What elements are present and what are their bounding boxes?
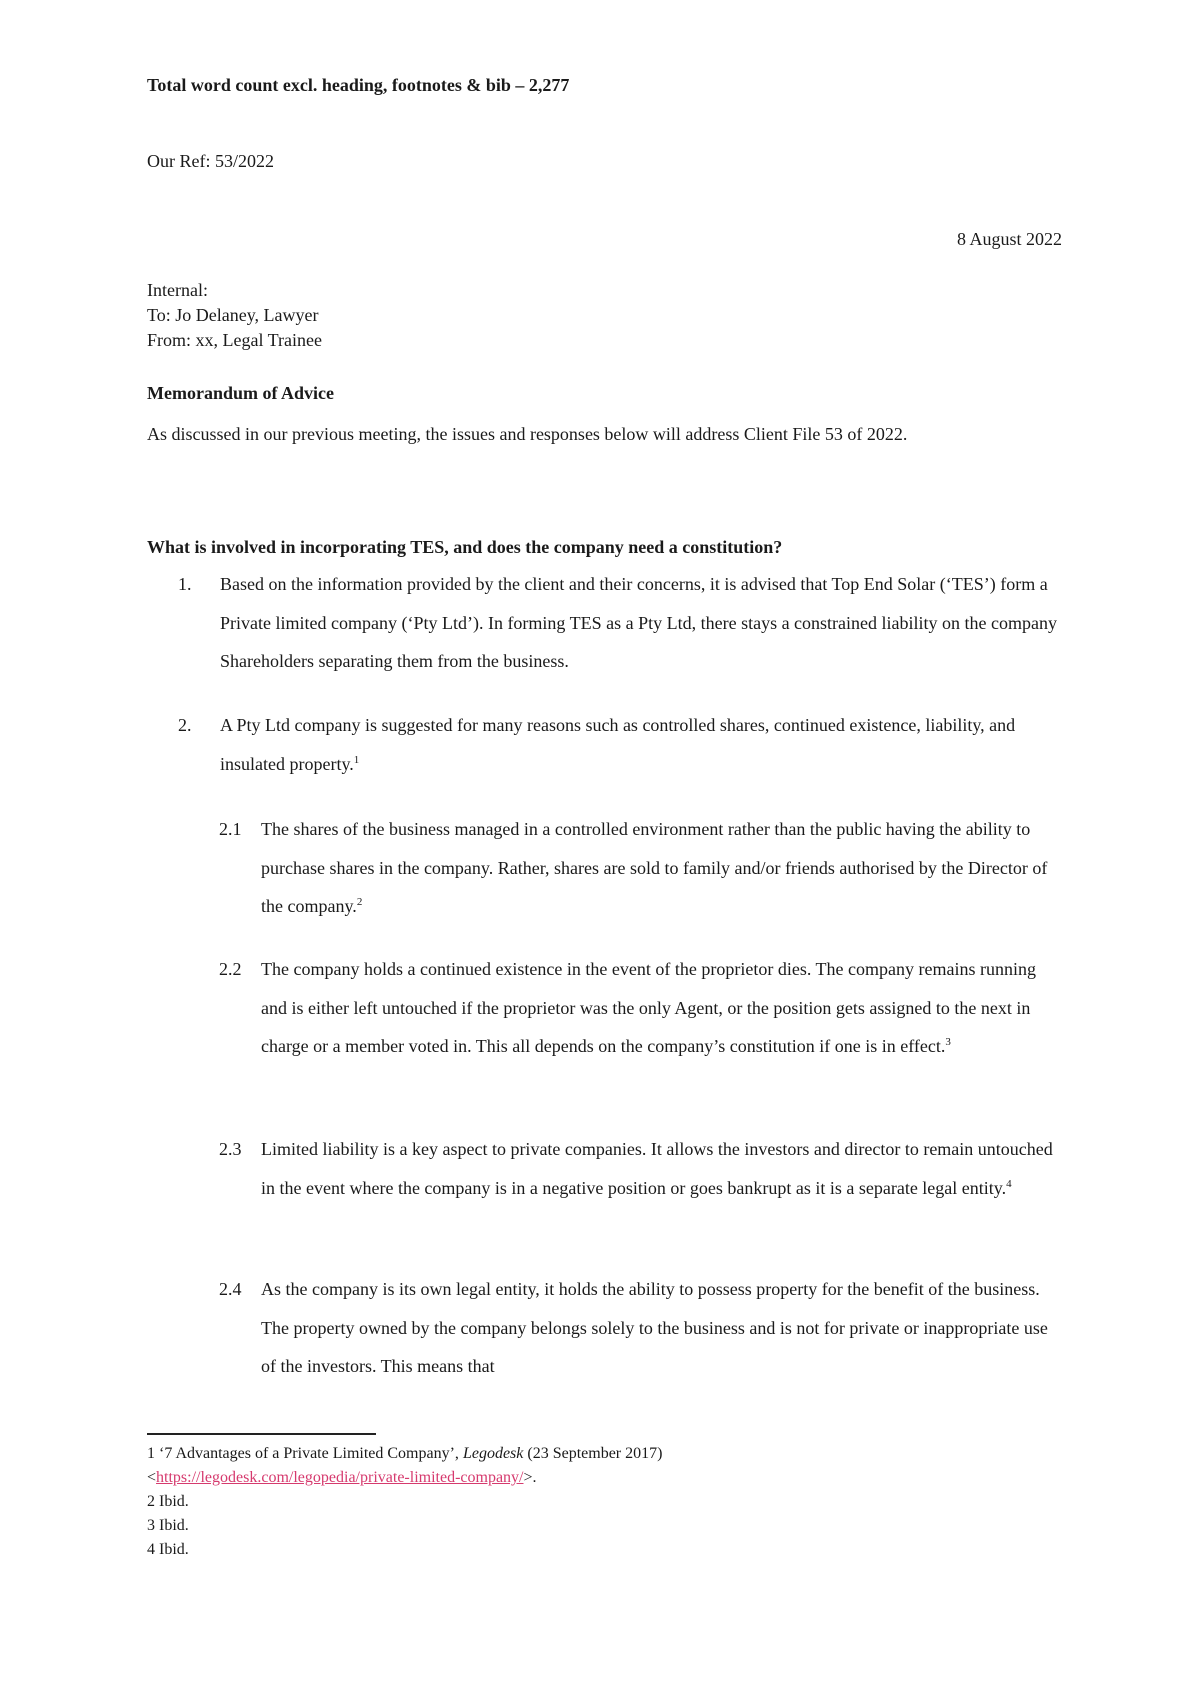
memo-date: 8 August 2022 (956, 229, 1062, 249)
paragraph-number: 2. (178, 715, 192, 735)
subparagraph-text: The shares of the business managed in a controlled environment rather than the public having the ability to purchase shares in the company. Rather, shares are sold to family and/or friends authorised by the Director of the company. (261, 819, 1048, 916)
footnotes-section (147, 1442, 1062, 1562)
sub-paragraph (219, 1130, 1062, 1207)
footnote-title: ‘7 Advantages of a Private Limited Company’, (159, 1445, 459, 1462)
sub-paragraph (219, 950, 1062, 1066)
memo-intro: As discussed in our previous meeting, the issues and responses below will address Client File 53 of 2022. (147, 424, 908, 444)
link-close-bracket: >. (523, 1469, 537, 1486)
footnote-ref[interactable]: 4 (1006, 1177, 1012, 1190)
footnote-ref[interactable]: 2 (356, 896, 363, 908)
footnote-ref[interactable]: 1 (353, 753, 360, 766)
sub-paragraph (219, 1270, 1062, 1386)
footnote-source: Legodesk (462, 1445, 524, 1462)
subparagraph-text: As the company is its own legal entity, it holds the ability to possess property for the benefit of the business. The property owned by the company belongs solely to the business and is not for private or inappropriate use of the investors. This means that (261, 1279, 1048, 1376)
memo-title: Memorandum of Advice (147, 383, 334, 403)
footnote-date: (23 September 2017) (527, 1445, 663, 1462)
footnote-2: 2 Ibid. (147, 1493, 189, 1510)
subparagraph-number: 2.4 (219, 1279, 242, 1299)
numbered-paragraph (178, 565, 1062, 681)
footnote-4: 4 Ibid. (147, 1541, 189, 1558)
word-count-line: Total word count excl. heading, footnotes & bib – 2,277 (147, 75, 570, 95)
footnote-ref[interactable]: 3 (945, 1036, 951, 1048)
issue-question-heading: What is involved in incorporating TES, and does the company need a constitution? (147, 537, 783, 557)
footnote-1 (147, 1442, 1062, 1466)
paragraph-text: A Pty Ltd company is suggested for many reasons such as controlled shares, continued existence, liability, and insulated property. (220, 715, 1016, 774)
subparagraph-number: 2.1 (219, 819, 242, 839)
sender-line: From: xx, Legal Trainee (147, 330, 322, 350)
paragraph-text: Based on the information provided by the client and their concerns, it is advised that Top End Solar (‘TES’) form a Private limited company (‘Pty Ltd’). In forming TES as a Pty Ltd, there stays a constrained liability on the company Shareholders separating them from the business. (220, 574, 1057, 671)
numbered-paragraph (178, 706, 1062, 783)
internal-label: Internal: (147, 280, 208, 300)
recipient-line: To: Jo Delaney, Lawyer (147, 305, 319, 325)
sub-paragraph (219, 810, 1062, 926)
footnote-number: 1 (147, 1445, 155, 1462)
footnote-separator (147, 1433, 376, 1435)
subparagraph-number: 2.2 (219, 959, 242, 979)
paragraph-number: 1. (178, 574, 192, 594)
subparagraph-text: Limited liability is a key aspect to private companies. It allows the investors and director to remain untouched in the event where the company is in a negative position or goes bankrupt as it is a separate legal entity. (261, 1139, 1053, 1198)
footnote-link[interactable]: https://legodesk.com/legopedia/private-limited-company/ (156, 1469, 524, 1486)
link-open-bracket: < (147, 1469, 157, 1486)
subparagraph-text: The company holds a continued existence in the event of the proprietor dies. The company remains running and is either left untouched if the proprietor was the only Agent, or the position gets assigned to the next in charge or a member voted in. This all depends on the company’s constitution if one is in effect. (261, 959, 1036, 1056)
footnote-3: 3 Ibid. (147, 1517, 189, 1534)
footnote-1-link-line (147, 1466, 1062, 1490)
subparagraph-number: 2.3 (219, 1139, 242, 1159)
our-reference: Our Ref: 53/2022 (147, 151, 274, 171)
